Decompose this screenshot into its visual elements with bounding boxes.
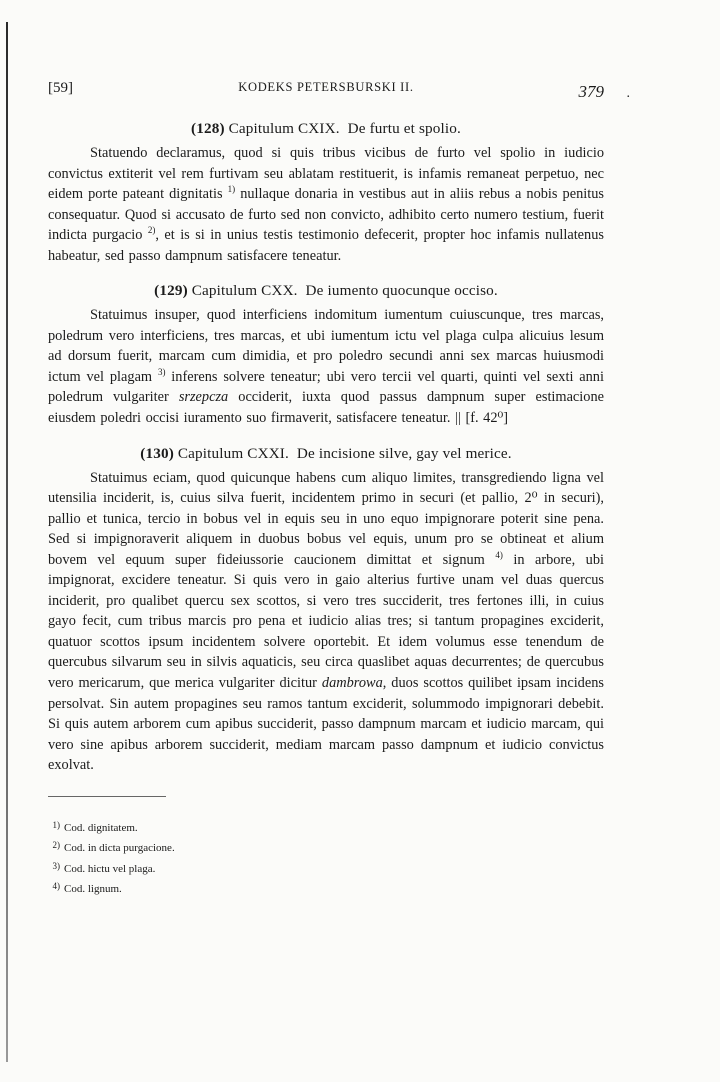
footnote-mark: 4)	[52, 881, 60, 892]
chapter-text-128	[48, 143, 604, 266]
chapter-heading-129	[48, 282, 604, 300]
footnote-ref-2: 2)	[147, 225, 156, 236]
footnote-mark: 1)	[52, 819, 60, 830]
footnote-divider	[48, 796, 166, 797]
chapter-heading-130	[48, 445, 604, 463]
chapter-text-130	[48, 468, 604, 776]
chapter-title: Capitulum CXX.	[191, 282, 298, 300]
scan-edge-line	[6, 22, 8, 1062]
text-run: in arbore, ubi impignorat, excidere teneatur. Si quis vero in gaio alterius furtive unam vel duas quercus inciderit, pro qualibet quercu sex scottos, si vero tres succiderit, tres fertones illi, in cuius gayo fecit, cum tribus marcis pro pena et iudicio alias tres; si tantum propagines exciderit, quatuor scottos ipsum incidentem solvere oportebit. Et idem volumus esse tenendum de quercubus silvarum seu in silvis aquaticis, seu circa quaslibet aquas decurrentes; de quercubus vero mericarum, que merica vulgariter dicitur	[48, 551, 605, 692]
chapter-number: (128)	[191, 120, 225, 137]
footnote-text: Cod. dignitatem.	[64, 821, 138, 834]
chapter-subtitle: De furtu et spolio.	[347, 120, 461, 137]
chapter-heading-128	[48, 120, 604, 138]
header-title: KODEKS PETERSBURSKI II.	[238, 80, 414, 94]
footnote-3	[48, 858, 604, 879]
text-run: nullaque donaria in vestibus aut in aliis rebus a nobis penitus consequatur. Quod si accusato de furto sed non convicto, adhibito certo numero testium, fuerit indicta purgacio	[48, 186, 604, 244]
footnotes	[48, 817, 604, 899]
text-run: inferens solvere teneatur; ubi vero tercii vel quarti, quinti vel sexti anni poledrum vulgariter	[48, 368, 604, 406]
footnote-mark: 2)	[52, 840, 60, 851]
running-header	[48, 72, 630, 104]
text-run: , et is si in unius testis testimonio defecerit, propter hoc infamis nullatenus habeatur, sed passo dampnum satisfacere teneatur.	[48, 227, 604, 264]
footnote-4	[48, 878, 604, 899]
chapter-number: (129)	[154, 282, 188, 300]
chapter-number: (130)	[140, 444, 174, 462]
chapter-text-129	[48, 305, 604, 428]
text-run: Statuendo declaramus, quod si quis tribus vicibus de furto vel spolio in iudicio convictus extiterit vel rem furtivam seu ablatam restituerit, is infamis remaneat perpetuo, nec eidem porte pateant dignitatis	[48, 145, 604, 203]
chapter-subtitle: De incisione silve, gay vel merice.	[296, 444, 512, 462]
document-page	[48, 72, 630, 899]
footnote-ref-3: 3)	[157, 367, 166, 378]
footnote-text: Cod. in dicta purgacione.	[64, 842, 175, 855]
text-run: Statuimus insuper, quod interficiens indomitum iumentum cuiuscunque, tres marcas, poledrum vero interficiens, tres marcas, et ubi iumentum ictu vel plaga culpa alicuius lesum ad dorsum fuerit, marcam cum dimidia, et pro poledro secundi anni sex marcas huiusmodi ictum vel plagam	[48, 307, 604, 385]
header-mark: .	[626, 86, 630, 101]
footnote-mark: 3)	[52, 860, 60, 871]
text-run: occiderit, iuxta quod passus dampnum super estimacione eiusdem poledri occisi iuramento suo firmaverit, satisfacere teneatur.	[48, 389, 604, 427]
page-number: 379	[578, 82, 604, 101]
footnote-ref-1: 1)	[227, 184, 236, 195]
footnote-text: Cod. hictu vel plaga.	[64, 862, 156, 875]
text-run: , duos scottos quilibet ipsam incidens persolvat. Sin autem propagines seu ramos tantum exciderit, solummodo impignorari debebit. Si quis autem arborem cum apibus succiderit, passo dampnum marcam et iudicio marcam, qui vero sine apibus arborem succiderit, mediam marcam passo dampnum et iudicio convictus exolvat.	[48, 675, 604, 774]
chapter-title: Capitulum CXIX.	[228, 120, 340, 137]
folio-marker: || [f. 42⁰]	[455, 410, 509, 427]
chapter-subtitle: De iumento quocunque occiso.	[305, 282, 498, 300]
footnote-1	[48, 817, 604, 838]
footnote-2	[48, 837, 604, 858]
header-section-number: [59]	[48, 80, 73, 96]
footnote-text: Cod. lignum.	[64, 883, 122, 896]
footnote-ref-4: 4)	[495, 549, 503, 560]
chapter-title: Capitulum CXXI.	[177, 444, 289, 462]
text-run: Statuimus eciam, quod quicunque habens cum aliquo limites, transgrediendo ligna vel utensilia inciderit, is, cuius silva fuerit, incidentem primo in securi (et pallio, 2⁰ in securi), pallio et tunica, tercio in bobus vel in equis seu in uno equo impignorare poterit sine pena. Sed si impignoraverit aliquem in duobus bobus vel equis, unum pro se obtineat et alium bovem vel equum super fideiussorie caucionem dimittat et signum	[48, 469, 604, 568]
vernacular-term: dambrowa	[321, 675, 383, 692]
vernacular-term: srzepcza	[178, 389, 229, 406]
